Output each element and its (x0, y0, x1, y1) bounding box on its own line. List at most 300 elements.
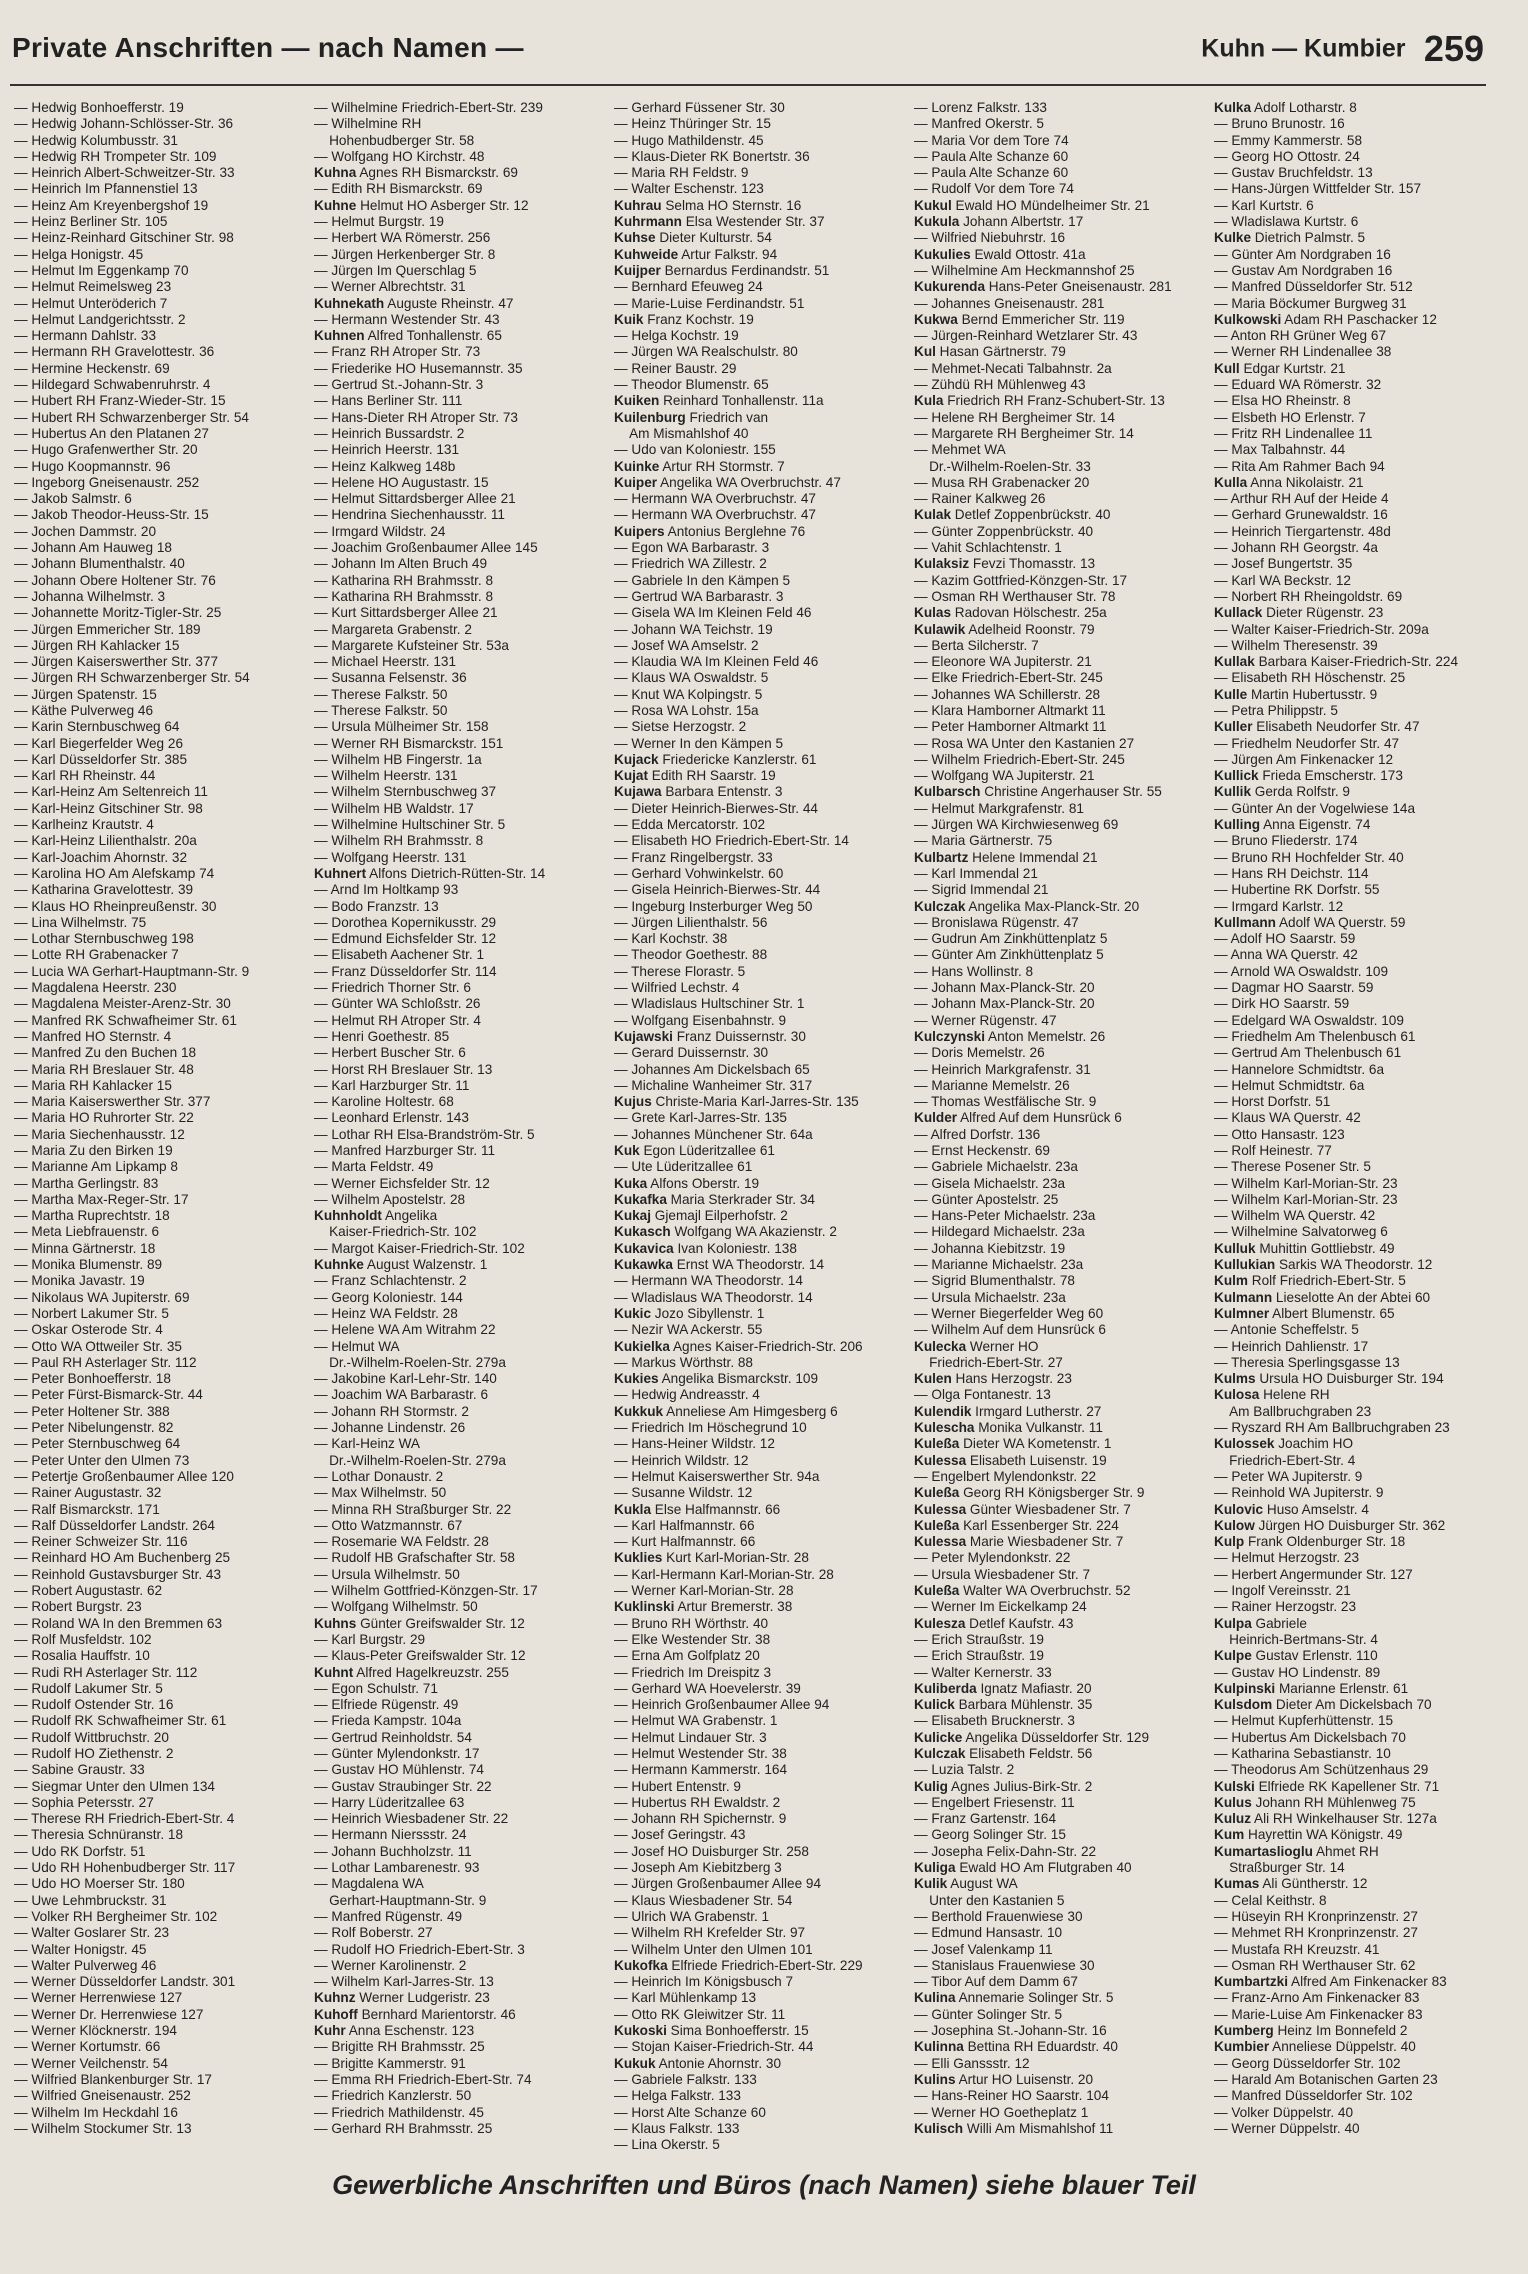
listing-entry: — Max Talbahnstr. 44 (1214, 442, 1346, 458)
listing-entry: — Hugo Grafenwerther Str. 20 (14, 442, 198, 458)
listing-entry: — Josef WA Amselstr. 2 (614, 637, 759, 653)
listing-entry: — Rosa WA Unter den Kastanien 27 (914, 735, 1135, 751)
listing-entry: — Lina Okerstr. 5 (614, 2137, 720, 2153)
listing-entry: Kukaj Gjemajl Eilperhofstr. 2 (614, 1208, 788, 1224)
listing-entry: — Arnold WA Oswaldstr. 109 (1214, 963, 1389, 979)
listing-entry: Kuhse Dieter Kulturstr. 54 (614, 230, 772, 246)
listing-entry: — Gertrud St.-Johann-Str. 3 (314, 377, 484, 393)
listing-entry: Kulm Rolf Friedrich-Ebert-Str. 5 (1214, 1273, 1406, 1289)
listing-entry: — Wilhelm RH Brahmsstr. 8 (314, 833, 484, 849)
listing-entry: Kumbartzki Alfred Am Finkenacker 83 (1214, 1974, 1447, 1990)
listing-entry: — Gisela Heinrich-Bierwes-Str. 44 (614, 882, 821, 898)
listing-entry: — Helmut RH Atroper Str. 4 (314, 1012, 481, 1028)
listing-entry: — Marianne Memelstr. 26 (914, 1077, 1070, 1093)
listing-entry: — Edmund Hansastr. 10 (914, 1925, 1063, 1941)
listing-entry: Kuiken Reinhard Tonhallenstr. 11a (614, 393, 824, 409)
listing-entry: Kukwa Bernd Emmericher Str. 119 (914, 311, 1125, 327)
listing-entry: — Knut WA Kolpingstr. 5 (614, 686, 763, 702)
listing-entry: — Günter Am Nordgraben 16 (1214, 246, 1391, 262)
listing-entry: — Mehmet RH Kronprinzenstr. 27 (1214, 1925, 1418, 1941)
listing-entry: Kuliberda Ignatz Mafiastr. 20 (914, 1680, 1092, 1696)
listing-entry: — Jürgen WA Kirchwiesenweg 69 (914, 817, 1119, 833)
listing-entry: — Hubert RH Franz-Wieder-Str. 15 (14, 393, 226, 409)
listing-entry: — Hedwig Bonhoefferstr. 19 (14, 100, 184, 115)
listing-entry: — Mehmet-Necati Talbahnstr. 2a (914, 360, 1112, 376)
listing-entry: — Karl-Hermann Karl-Morian-Str. 28 (614, 1566, 834, 1582)
listing-entry: — Lorenz Falkstr. 133 (914, 100, 1047, 115)
listing-entry: Kuleßa Georg RH Königsberger Str. 9 (914, 1485, 1145, 1501)
listing-entry: — Wladislaus WA Theodorstr. 14 (614, 1289, 813, 1305)
listing-entry: — Johann Max-Planck-Str. 20 (914, 996, 1095, 1012)
listing-entry: Kulmner Albert Blumenstr. 65 (1214, 1305, 1395, 1321)
listing-entry: — Gudrun Am Zinkhüttenplatz 5 (914, 931, 1108, 947)
listing-entry: — Rudolf Lakumer Str. 5 (14, 1680, 163, 1696)
listing-entry: — Johannes Münchener Str. 64a (614, 1126, 813, 1142)
listing-entry: — Ursula Wiesbadener Str. 7 (914, 1566, 1091, 1582)
listing-entry: — Karl-Heinz Am Seltenreich 11 (14, 784, 208, 800)
listing-entry: — Peter Unter den Ulmen 73 (14, 1452, 190, 1468)
listing-entry: — Irmgard Wildstr. 24 (314, 523, 446, 539)
listing-entry: — Gerhard Vohwinkelstr. 60 (614, 865, 784, 881)
listing-entry: — Eduard WA Römerstr. 32 (1214, 377, 1382, 393)
listing-entry: — Mehmet WA (914, 442, 1006, 458)
listing-entry: Kuik Franz Kochstr. 19 (614, 311, 754, 327)
listing-entry: Kuluz Ali RH Winkelhauser Str. 127a (1214, 1811, 1437, 1827)
listing-entry: Kulsdom Dieter Am Dickelsbach 70 (1214, 1697, 1432, 1713)
listing-entry: — Brigitte RH Brahmsstr. 25 (314, 2039, 485, 2055)
listing-entry: — Ryszard RH Am Ballbruchgraben 23 (1214, 1420, 1450, 1436)
listing-entry: — Reiner Baustr. 29 (614, 360, 737, 376)
listing-entry: — Edith RH Bismarckstr. 69 (314, 181, 483, 197)
listing-entry: — Rita Am Rahmer Bach 94 (1214, 458, 1385, 474)
listing-entry: — Anna WA Querstr. 42 (1214, 947, 1358, 963)
listing-entry: Kulins Artur HO Luisenstr. 20 (914, 2071, 1094, 2087)
listing-entry: — Susanne Wildstr. 12 (614, 1485, 753, 1501)
listing-entry: — Friederike HO Husemannstr. 35 (314, 360, 523, 376)
listing-entry: — Wilfried Blankenburger Str. 17 (14, 2071, 212, 2087)
listing-entry: — Magdalena Meister-Arenz-Str. 30 (14, 996, 231, 1012)
listing-entry: — Reinhold WA Jupiterstr. 9 (1214, 1485, 1384, 1501)
listing-entry: Kulluk Muhittin Gottliebstr. 49 (1214, 1240, 1395, 1256)
listing-entry: — Ute Lüderitzallee 61 (614, 1159, 753, 1175)
listing-entry: — Martha Max-Reger-Str. 17 (14, 1191, 189, 1207)
listing-entry: — Heinrich Bussardstr. 2 (314, 425, 465, 441)
listing-entry: — Heinz WA Feldstr. 28 (314, 1305, 458, 1321)
listing-entry: — Rosemarie WA Feldstr. 28 (314, 1534, 489, 1550)
listing-entry: — Elsbeth HO Erlenstr. 7 (1214, 409, 1366, 425)
listing-entry: — Walter Pulverweg 46 (14, 1957, 157, 1973)
listing-entry: — Egon WA Barbarastr. 3 (614, 540, 770, 556)
listing-entry: — Wilhelm WA Querstr. 42 (1214, 1208, 1376, 1224)
listing-entry: — Werner Veilchenstr. 54 (14, 2055, 168, 2071)
listing-entry: — Heinrich Markgrafenstr. 31 (914, 1061, 1091, 1077)
listing-entry: — Hubert Entenstr. 9 (614, 1778, 741, 1794)
listing-entry: — Josef Bungertstr. 35 (1214, 556, 1353, 572)
listing-entry: — Meta Liebfrauenstr. 6 (14, 1224, 160, 1240)
listing-entry: — Günter WA Schloßstr. 26 (314, 996, 481, 1012)
page-number: 259 (1423, 28, 1484, 69)
listing-entry: Kulosa Helene RH (1214, 1387, 1330, 1403)
listing-entry: — Helmut Kupferhüttenstr. 15 (1214, 1713, 1394, 1729)
listing-entry: — Maria Siechenhausstr. 12 (14, 1126, 185, 1142)
listing-entry: — Marie-Luise Am Finkenacker 83 (1214, 2006, 1423, 2022)
listing-entry: — Otto Hansastr. 123 (1214, 1126, 1345, 1142)
listing-entry: — Helmut Markgrafenstr. 81 (914, 800, 1084, 816)
listing-entry: Kullik Gerda Rolfstr. 9 (1214, 784, 1350, 800)
listing-entry: Kulicke Angelika Düsseldorfer Str. 129 (914, 1729, 1150, 1745)
listing-entry: Kulak Detlef Zoppenbrückstr. 40 (914, 507, 1111, 523)
listing-entry: Kuhna Agnes RH Bismarckstr. 69 (314, 165, 518, 181)
listing-entry: — Wilhelmine Am Heckmannshof 25 (914, 262, 1135, 278)
listing-entry: Kuhoff Bernhard Marientorstr. 46 (314, 2006, 516, 2022)
listing-entry: — Joachim WA Barbarastr. 6 (314, 1387, 489, 1403)
listing-entry: — Maria Zu den Birken 19 (14, 1143, 173, 1158)
listing-entry: Kulas Radovan Hölschestr. 25a (914, 605, 1107, 621)
listing-entry: Kumartaslioglu Ahmet RH (1214, 1843, 1379, 1859)
listing-entry: — Gabriele In den Kämpen 5 (614, 572, 791, 588)
listing-entry: Kukawka Ernst WA Theodorstr. 14 (614, 1257, 825, 1273)
listing-entry: — Hugo Koopmannstr. 96 (14, 458, 171, 474)
listing-entry: — Brigitte Kammerstr. 91 (314, 2055, 466, 2071)
listing-entry: — Werner Biegerfelder Weg 60 (914, 1305, 1104, 1321)
listing-entry: — Udo HO Moerser Str. 180 (14, 1876, 185, 1892)
listing-entry: Kulesza Detlef Kaufstr. 43 (914, 1615, 1074, 1631)
listing-entry: — Rudolf Wittbruchstr. 20 (14, 1729, 169, 1745)
listing-entry: — Musa RH Grabenacker 20 (914, 474, 1090, 490)
listing-entry: — Hermann Nierssstr. 24 (314, 1827, 467, 1843)
listing-entry: — Irmgard Karlstr. 12 (1214, 898, 1344, 914)
listing-entry: — Hermann Dahlstr. 33 (14, 328, 157, 344)
listing-entry: — Johann Im Alten Bruch 49 (314, 556, 488, 572)
listing-entry: — Hans-Dieter RH Atroper Str. 73 (314, 409, 518, 425)
listing-entry: — Rudolf RK Schwafheimer Str. 61 (14, 1713, 227, 1729)
listing-entry: — Georg HO Ottostr. 24 (1214, 148, 1360, 164)
listing-entry: Friedrich-Ebert-Str. 4 (1214, 1452, 1356, 1468)
listing-entry: Kuhrau Selma HO Sternstr. 16 (614, 197, 802, 213)
listing-entry: Kujack Friedericke Kanzlerstr. 61 (614, 751, 817, 767)
listing-entry: Kuliga Ewald HO Am Flutgraben 40 (914, 1860, 1132, 1876)
listing-entry: — Elisabeth HO Friedrich-Ebert-Str. 14 (614, 833, 849, 849)
listing-entry: — Werner RH Lindenallee 38 (1214, 344, 1392, 360)
listing-entry: Kuleßa Karl Essenberger Str. 224 (914, 1517, 1119, 1533)
listing-entry: — Theodor Blumenstr. 65 (614, 377, 769, 393)
listing-entry: — Karl Immendal 21 (914, 865, 1038, 881)
listing-entry: Kulescha Monika Vulkanstr. 11 (914, 1420, 1103, 1436)
column-2 (314, 100, 602, 2137)
listing-entry: — Hugo Mathildenstr. 45 (614, 132, 764, 148)
listing-entry: — Theodor Goethestr. 88 (614, 947, 768, 963)
listing-entry: — Wilhelm RH Krefelder Str. 97 (614, 1925, 806, 1941)
listing-entry: — Nezir WA Ackerstr. 55 (614, 1322, 763, 1338)
listing-entry: Kullmann Adolf WA Querstr. 59 (1214, 914, 1406, 930)
listing-entry: — Paula Alte Schanze 60 (914, 165, 1069, 181)
listing-entry: — Klaudia WA Im Kleinen Feld 46 (614, 654, 819, 670)
listing-entry: — Rudolf HO Friedrich-Ebert-Str. 3 (314, 1941, 525, 1957)
listing-entry: — Heinz Berliner Str. 105 (14, 214, 168, 230)
listing-entry: — Hermann WA Overbruchstr. 47 (614, 507, 816, 523)
listing-entry: — Hendrina Siechenhausstr. 11 (314, 507, 505, 523)
listing-entry: — Helmut Lindauer Str. 3 (614, 1729, 767, 1745)
listing-entry: — Jürgen Emmericher Str. 189 (14, 621, 201, 637)
listing-entry: — Hubertus Am Dickelsbach 70 (1214, 1729, 1406, 1745)
listing-entry: — Udo RH Hohenbudberger Str. 117 (14, 1860, 236, 1876)
listing-entry: — Jürgen WA Realschulstr. 80 (614, 344, 798, 360)
listing-entry: — Marianne Am Lipkamp 8 (14, 1159, 178, 1175)
listing-entry: — Friedrich Mathildenstr. 45 (314, 2104, 484, 2120)
listing-entry: — Wilhelm Im Heckdahl 16 (14, 2104, 178, 2120)
listing-entry: Kukuk Antonie Ahornstr. 30 (614, 2055, 782, 2071)
listing-entry: — Monika Blumenstr. 89 (14, 1257, 163, 1273)
listing-entry: Friedrich-Ebert-Str. 27 (914, 1354, 1063, 1370)
listing-entry: Kulisch Willi Am Mismahlshof 11 (914, 2120, 1114, 2136)
listing-entry: — Rudi RH Asterlager Str. 112 (14, 1664, 198, 1680)
listing-entry: — Manfred RK Schwafheimer Str. 61 (14, 1012, 237, 1028)
listing-entry: — Heinrich Wiesbadener Str. 22 (314, 1811, 509, 1827)
footer-note: Gewerbliche Anschriften und Büros (nach Namen) siehe blauer Teil (332, 2170, 1196, 2200)
listing-entry: — Wilhelm Unter den Ulmen 101 (614, 1941, 813, 1957)
listing-entry: — Margarete RH Bergheimer Str. 14 (914, 425, 1134, 441)
listing-entry: — Alfred Dorfstr. 136 (914, 1126, 1041, 1142)
listing-entry: — Jürgen Kaiserswerther Str. 377 (14, 654, 218, 670)
listing-entry: — Wolfgang Eisenbahnstr. 9 (614, 1012, 787, 1028)
listing-entry: — Robert Burgstr. 23 (14, 1599, 142, 1615)
listing-entry: — Therese Falkstr. 50 (314, 702, 448, 718)
listing-entry: — Karl Biegerfelder Weg 26 (14, 735, 183, 751)
listing-entry: Kukoski Sima Bonhoefferstr. 15 (614, 2023, 809, 2039)
listing-entry: — Ernst Heckenstr. 69 (914, 1143, 1050, 1158)
listing-entry: — Hüseyin RH Kronprinzenstr. 27 (1214, 1908, 1418, 1924)
listing-entry: — Elisabeth Aachener Str. 1 (314, 947, 485, 963)
listing-entry: — Magdalena Heerstr. 230 (14, 980, 177, 996)
listing-entry: — Georg Koloniestr. 144 (314, 1289, 463, 1305)
listing-entry: — Heinrich Tiergartenstr. 48d (1214, 523, 1391, 539)
listing-entry: — Lothar Sternbuschweg 198 (14, 931, 194, 947)
listing-entry: Kulossek Joachim HO (1214, 1436, 1354, 1452)
listing-entry: Kukic Jozo Sibyllenstr. 1 (614, 1305, 765, 1321)
listing-entry: Kuhweide Artur Falkstr. 94 (614, 246, 778, 262)
listing-entry: Kulovic Huso Amselstr. 4 (1214, 1501, 1369, 1517)
listing-entry: Kukasch Wolfgang WA Akazienstr. 2 (614, 1224, 837, 1240)
listing-entry: Kulessa Günter Wiesbadener Str. 7 (914, 1501, 1131, 1517)
listing-entry: — Gustav Am Nordgraben 16 (1214, 262, 1393, 278)
listing-entry: — Johanna Wilhelmstr. 3 (14, 588, 166, 604)
listing-entry: Gerhart-Hauptmann-Str. 9 (314, 1892, 487, 1908)
listing-entry: — Hans Wollinstr. 8 (914, 963, 1034, 979)
listing-entry: — Elke Westender Str. 38 (614, 1631, 771, 1647)
listing-entry: Kula Friedrich RH Franz-Schubert-Str. 13 (914, 393, 1165, 409)
listing-entry: — Käthe Pulverweg 46 (14, 702, 154, 718)
listing-entry: — Helene WA Am Witrahm 22 (314, 1322, 496, 1338)
listing-entry: — Osman RH Werthauser Str. 78 (914, 588, 1116, 604)
listing-entry: Kulick Barbara Mühlenstr. 35 (914, 1697, 1093, 1713)
listing-entry: — Siegmar Unter den Ulmen 134 (14, 1778, 215, 1794)
listing-entry: — Karl Mühlenkamp 13 (614, 1990, 757, 2006)
listing-entry: Kulka Adolf Lotharstr. 8 (1214, 100, 1357, 115)
listing-entry: — Harry Lüderitzallee 63 (314, 1794, 465, 1810)
listing-entry: — Heinz Kalkweg 148b (314, 458, 456, 474)
listing-entry: — Wilhelmine Friedrich-Ebert-Str. 239 (314, 100, 543, 115)
listing-entry: — Karl Kochstr. 38 (614, 931, 728, 947)
listing-entry: — Wilfried Niebuhrstr. 16 (914, 230, 1066, 246)
listing-entry: — Wolfgang HO Kirchstr. 48 (314, 148, 485, 164)
listing-entry: — Norbert RH Rheingoldstr. 69 (1214, 588, 1403, 604)
listing-entry: — Hermann WA Theodorstr. 14 (614, 1273, 803, 1289)
listing-entry: — Dieter Heinrich-Bierwes-Str. 44 (614, 800, 818, 816)
listing-entry: — Wladislaus Hultschiner Str. 1 (614, 996, 805, 1012)
listing-entry: — Otto RK Gleiwitzer Str. 11 (614, 2006, 786, 2022)
listing-entry: — Celal Keithstr. 8 (1214, 1892, 1327, 1908)
listing-entry: Kukies Angelika Bismarckstr. 109 (614, 1371, 818, 1387)
listing-entry: — Friedrich Im Dreispitz 3 (614, 1664, 772, 1680)
listing-entry: — Heinrich Heerstr. 131 (314, 442, 460, 458)
listing-entry: — Lothar Lambarenestr. 93 (314, 1860, 480, 1876)
name-range: Kuhn — Kumbier (1201, 34, 1406, 63)
listing-entry: — Ulrich WA Grabenstr. 1 (614, 1908, 770, 1924)
listing-entry: Kujawa Barbara Entenstr. 3 (614, 784, 783, 800)
listing-entry: — Zühdü RH Mühlenweg 43 (914, 377, 1086, 393)
listing-entry: — Ingeburg Insterburger Weg 50 (614, 898, 813, 914)
listing-entry: — Leonhard Erlenstr. 143 (314, 1110, 469, 1126)
listing-entry: — Manfred Okerstr. 5 (914, 116, 1044, 132)
listing-entry: Kulski Elfriede RK Kapellener Str. 71 (1214, 1778, 1440, 1794)
listing-entry: — Lucia WA Gerhart-Hauptmann-Str. 9 (14, 963, 250, 979)
listing-entry: — Rainer Herzogstr. 23 (1214, 1599, 1357, 1615)
listing-entry: — Friedhelm Am Thelenbusch 61 (1214, 1028, 1416, 1044)
listing-entry: Kukielka Agnes Kaiser-Friedrich-Str. 206 (614, 1338, 863, 1354)
listing-entry: — Udo RK Dorfstr. 51 (14, 1843, 146, 1859)
listing-entry: — Herbert Buscher Str. 6 (314, 1045, 466, 1061)
listing-entry: — Klaus-Peter Greifswalder Str. 12 (314, 1648, 526, 1664)
listing-entry: — Petra Philippstr. 5 (1214, 702, 1338, 718)
listing-entry: Kuhnen Alfred Tonhallenstr. 65 (314, 328, 502, 344)
listing-entry: — Friedrich Thorner Str. 6 (314, 980, 471, 996)
listing-entry: — Helmut WA Grabenstr. 1 (614, 1713, 778, 1729)
listing-entry: — Werner In den Kämpen 5 (614, 735, 784, 751)
listing-entry: — Paula Alte Schanze 60 (914, 148, 1069, 164)
listing-entry: — Elisabeth Brucknerstr. 3 (914, 1713, 1075, 1729)
listing-entry: — Wolfgang WA Jupiterstr. 21 (914, 768, 1095, 784)
listing-entry: — Maria RH Kahlacker 15 (14, 1077, 172, 1093)
listing-entry: Kuilenburg Friedrich van (614, 409, 769, 425)
listing-entry: — Franz-Arno Am Finkenacker 83 (1214, 1990, 1420, 2006)
listing-entry: — Joachim Großenbaumer Allee 145 (314, 540, 538, 556)
listing-entry: Straßburger Str. 14 (1214, 1860, 1345, 1876)
listing-entry: — Ralf Bismarckstr. 171 (14, 1501, 160, 1517)
listing-entry: — Maria HO Ruhrorter Str. 22 (14, 1110, 194, 1126)
listing-entry: — Bruno RH Hochfelder Str. 40 (1214, 849, 1404, 865)
listing-entry: — Helga Honigstr. 45 (14, 246, 144, 262)
listing-entry: — Engelbert Mylendonkstr. 22 (914, 1468, 1097, 1484)
listing-entry: — Georg Düsseldorfer Str. 102 (1214, 2055, 1401, 2071)
listing-entry: — Friedrich Im Höschegrund 10 (614, 1420, 807, 1436)
listing-entry: — Franz RH Atroper Str. 73 (314, 344, 481, 360)
listing-entry: — Johann RH Stormstr. 2 (314, 1403, 469, 1419)
listing-entry: Kuleßa Dieter WA Kometenstr. 1 (914, 1436, 1112, 1452)
listing-entry: Kulmann Lieselotte An der Abtei 60 (1214, 1289, 1431, 1305)
listing-entry: — Otto WA Ottweiler Str. 35 (14, 1338, 182, 1354)
listing-entry: — Maria Gärtnerstr. 75 (914, 833, 1053, 849)
listing-entry: — Rolf Boberstr. 27 (314, 1925, 433, 1941)
listing-entry: — Heinrich Großenbaumer Allee 94 (614, 1697, 830, 1713)
listing-entry: — Walter Honigstr. 45 (14, 1941, 147, 1957)
listing-entry: — Nikolaus WA Jupiterstr. 69 (14, 1289, 190, 1305)
listing-entry: Am Mismahlshof 40 (614, 425, 749, 441)
listing-entry: — Wilhelm Apostelstr. 28 (314, 1191, 466, 1207)
listing-entry: — Johann Obere Holtener Str. 76 (14, 572, 216, 588)
listing-entry: — Katharina Sebastianstr. 10 (1214, 1745, 1391, 1761)
listing-entry: — Therese Posener Str. 5 (1214, 1159, 1371, 1175)
listing-entry: — Helmut Sittardsberger Allee 21 (314, 491, 516, 507)
listing-entry: Kulke Dietrich Palmstr. 5 (1214, 230, 1366, 246)
listing-entry: — Wilfried Lechstr. 4 (614, 980, 740, 996)
listing-entry: — Karl Kurtstr. 6 (1214, 197, 1314, 213)
listing-entry: Kuller Elisabeth Neudorfer Str. 47 (1214, 719, 1420, 735)
listing-entry: Kulpe Gustav Erlenstr. 110 (1214, 1648, 1378, 1664)
listing-entry: — Klara Hamborner Altmarkt 11 (914, 702, 1106, 718)
listing-entry: — Hans-Jürgen Wittfelder Str. 157 (1214, 181, 1422, 197)
listing-entry: — Berthold Frauenwiese 30 (914, 1908, 1083, 1924)
listing-entry: Kukavica Ivan Koloniestr. 138 (614, 1240, 797, 1256)
listing-entry: — Maria RH Feldstr. 9 (614, 165, 749, 181)
listing-entry: — Klaus HO Rheinpreußenstr. 30 (14, 898, 217, 914)
listing-entry: — Theodorus Am Schützenhaus 29 (1214, 1762, 1429, 1778)
listing-entry: — Gustav HO Mühlenstr. 74 (314, 1762, 484, 1778)
listing-entry: — Hubert RH Schwarzenberger Str. 54 (14, 409, 249, 425)
listing-entry: — Reinhard HO Am Buchenberg 25 (14, 1550, 231, 1566)
listing-entry: Kujat Edith RH Saarstr. 19 (614, 768, 776, 784)
listing-entry: — Hermine Heckenstr. 69 (14, 360, 170, 376)
listing-entry: — Sigrid Blumenthalstr. 78 (914, 1273, 1075, 1289)
listing-entry: — Michael Heerstr. 131 (314, 654, 457, 670)
listing-entry: Kukkuk Anneliese Am Himgesberg 6 (614, 1403, 838, 1419)
listing-entry: — Helmut Landgerichtsstr. 2 (14, 311, 186, 327)
listing-entry: — Rolf Heinestr. 77 (1214, 1143, 1332, 1158)
listing-entry: — Martha Gerlingstr. 83 (14, 1175, 159, 1191)
listing-entry: — Manfred Zu den Buchen 18 (14, 1045, 197, 1061)
listing-entry: — Sabine Graustr. 33 (14, 1762, 145, 1778)
listing-entry: — Theresia Schnüranstr. 18 (14, 1827, 184, 1843)
listing-entry: — Emma RH Friedrich-Ebert-Str. 74 (314, 2071, 532, 2087)
listing-entry: — Volker RH Bergheimer Str. 102 (14, 1908, 218, 1924)
listing-entry: — Wilhelm Sternbuschweg 37 (314, 784, 497, 800)
listing-entry: Kulpa Gabriele (1214, 1615, 1307, 1631)
listing-entry: — Wilhelm Karl-Jarres-Str. 13 (314, 1974, 494, 1990)
listing-entry: — Johann WA Teichstr. 19 (614, 621, 773, 637)
listing-entry: — Karoline Holtestr. 68 (314, 1094, 454, 1110)
listing-entry: — Robert Augustastr. 62 (14, 1583, 163, 1599)
listing-entry: Kukla Else Halfmannstr. 66 (614, 1501, 781, 1517)
listing-entry: — Werner Herrenwiese 127 (14, 1990, 183, 2006)
listing-entry: — Anton RH Grüner Weg 67 (1214, 328, 1387, 344)
listing-entry: — Günter Apostelstr. 25 (914, 1191, 1059, 1207)
listing-entry: — Therese RH Friedrich-Ebert-Str. 4 (14, 1811, 235, 1827)
listing-entry: — Roland WA In den Bremmen 63 (14, 1615, 223, 1631)
listing-entry: — Manfred Düsseldorfer Str. 102 (1214, 2088, 1413, 2104)
listing-entry: Kulbartz Helene Immendal 21 (914, 849, 1098, 865)
listing-entry: Kuleßa Walter WA Overbruchstr. 52 (914, 1583, 1131, 1599)
listing-entry: — Werner Düppelstr. 40 (1214, 2120, 1360, 2136)
listing-entry: — Gisela WA Im Kleinen Feld 46 (614, 605, 812, 621)
listing-entry: — Hans Berliner Str. 111 (314, 393, 463, 409)
listing-entry: — Helga Kochstr. 19 (614, 328, 739, 344)
listing-entry: — Maria Kaiserswerther Str. 377 (14, 1094, 211, 1110)
listing-entry: — Olga Fontanestr. 13 (914, 1387, 1051, 1403)
listing-entry: — Günter Solinger Str. 5 (914, 2006, 1063, 2022)
listing-entry: — Therese Falkstr. 50 (314, 686, 448, 702)
listing-entry: — Heinrich Im Königsbusch 7 (614, 1974, 794, 1990)
listing-entry: — Heinrich Im Pfannenstiel 13 (14, 181, 198, 197)
listing-entry: — Wilhelm Stockumer Str. 13 (14, 2120, 192, 2136)
